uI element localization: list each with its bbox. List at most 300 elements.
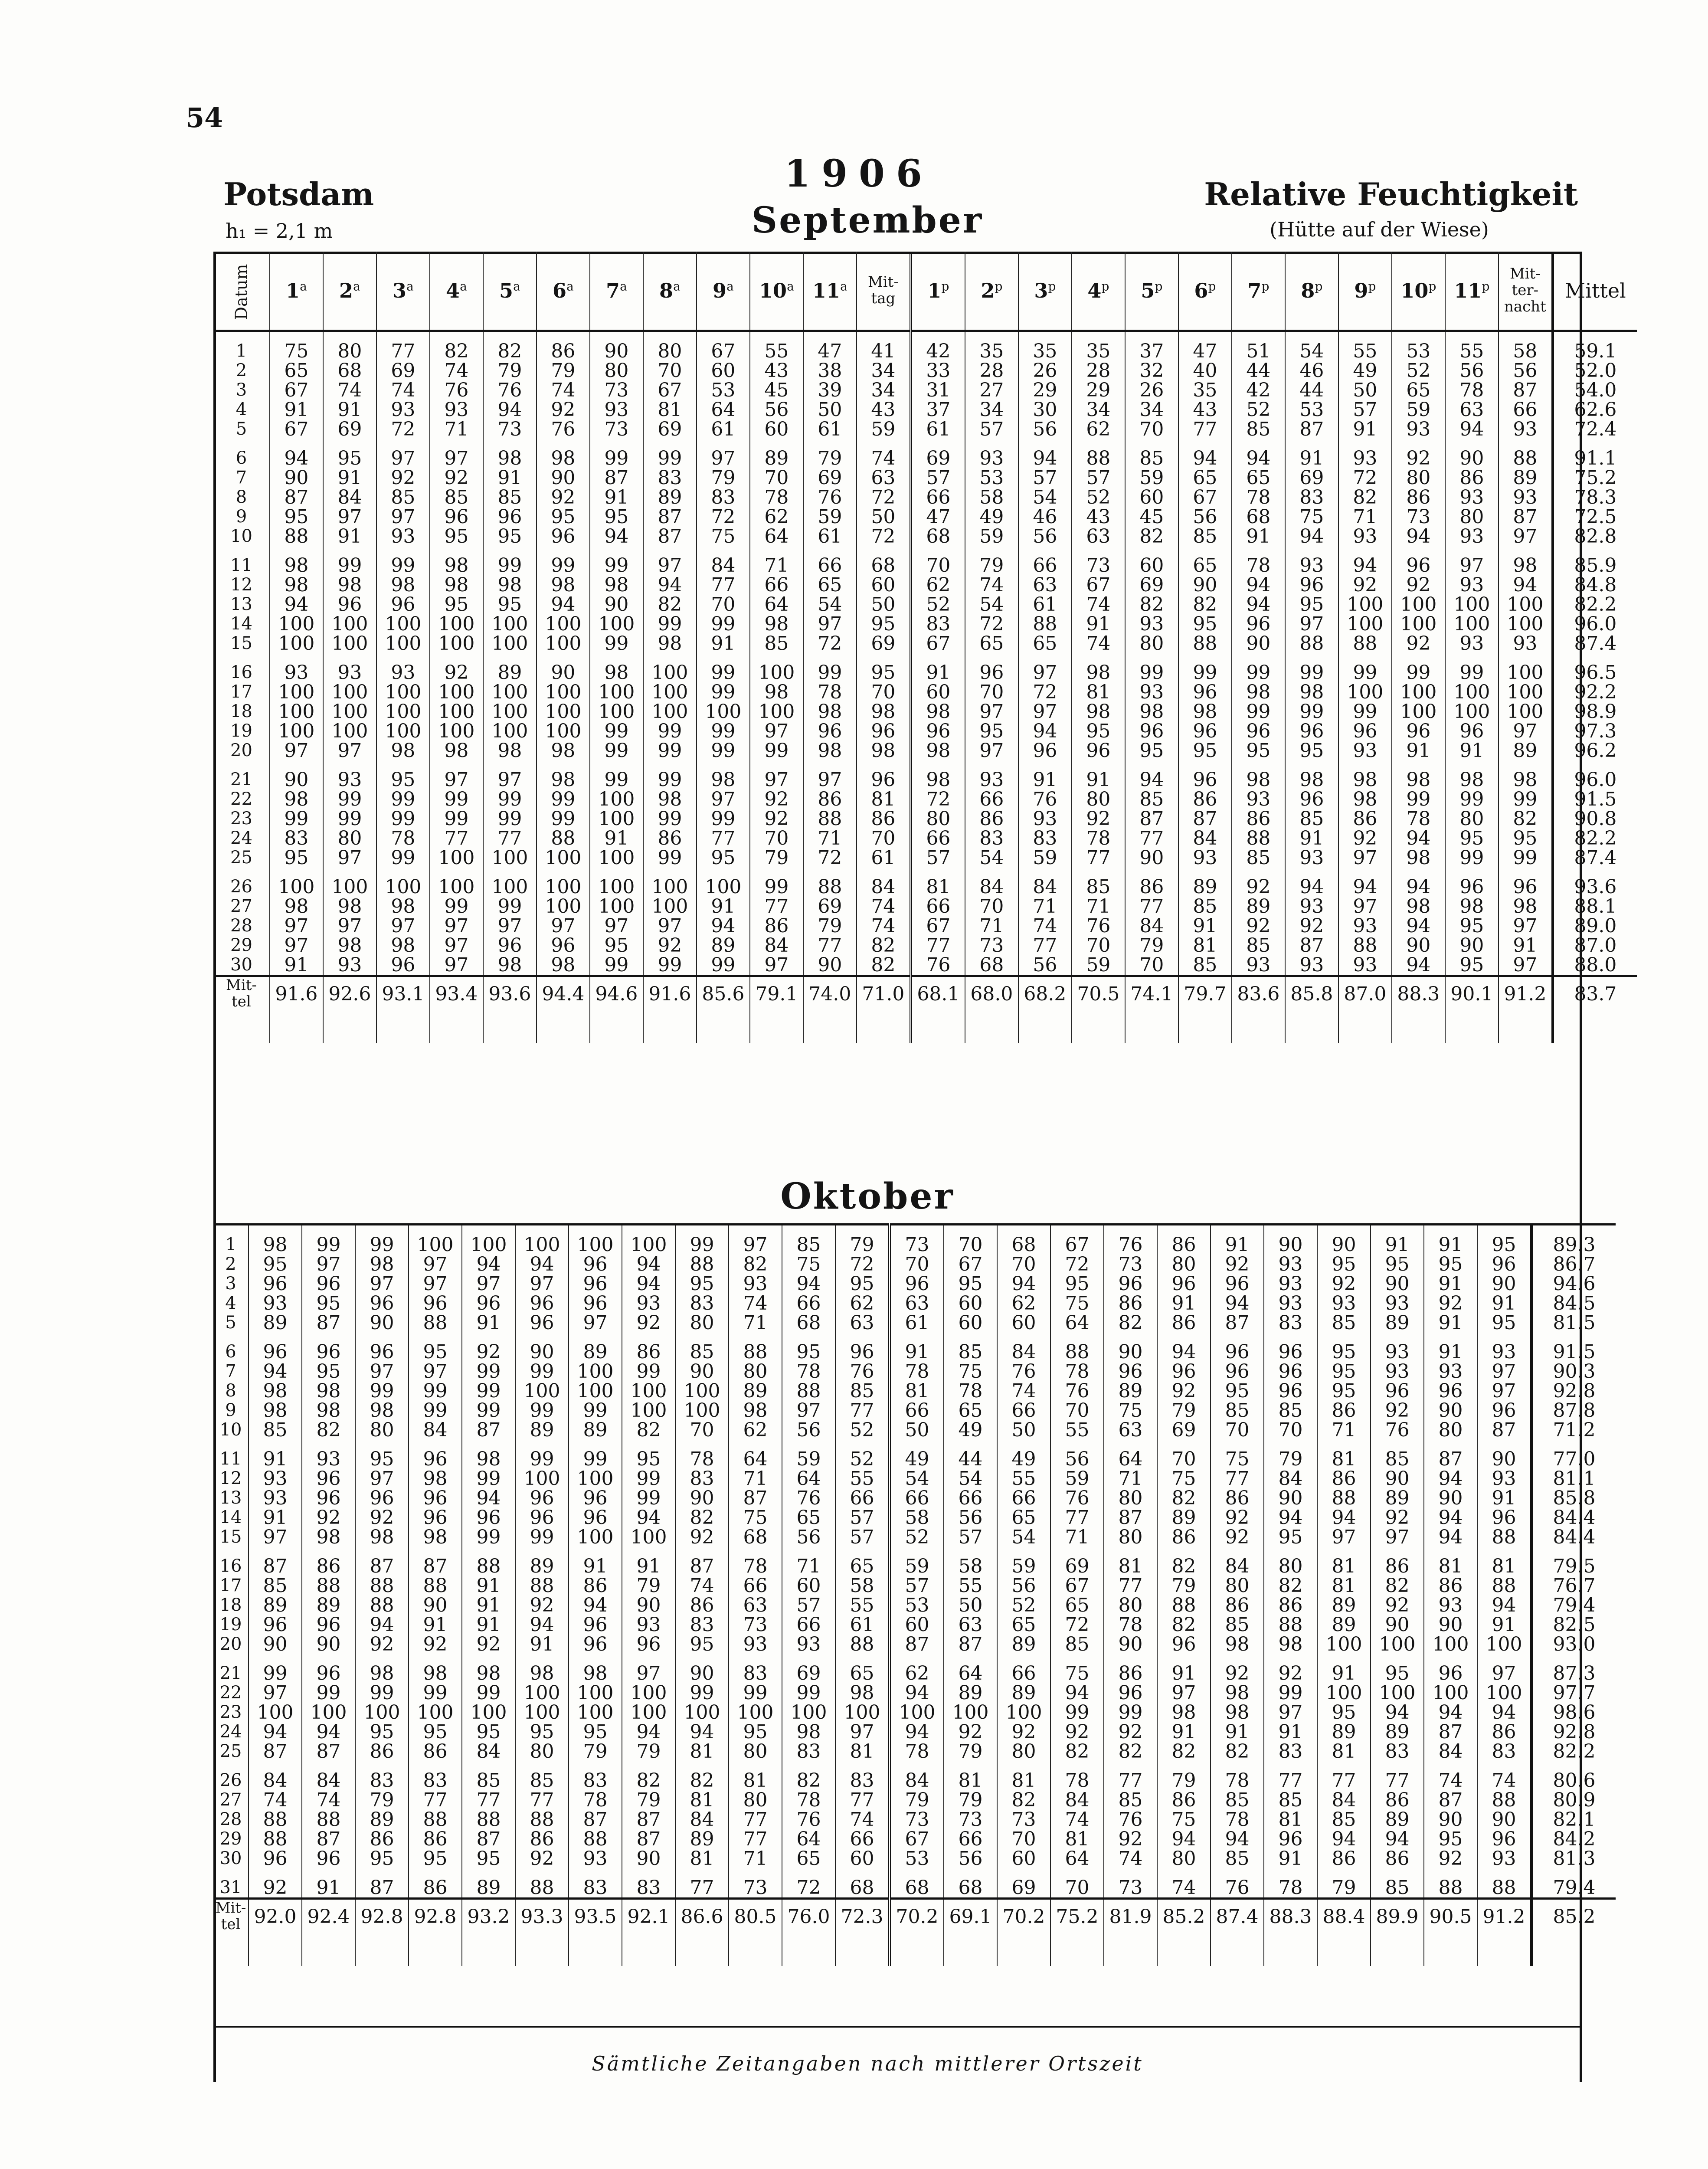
gap-cell xyxy=(302,1761,355,1771)
humidity-cell: 94 xyxy=(1392,527,1445,546)
humidity-cell: 56 xyxy=(944,1849,997,1868)
humidity-cell: 98 xyxy=(409,1527,462,1547)
gap-cell xyxy=(1317,1547,1371,1556)
humidity-cell: 65 xyxy=(1392,380,1445,400)
daily-mean-cell: 91.5 xyxy=(1553,790,1637,809)
humidity-cell: 53 xyxy=(1392,341,1445,361)
gap-cell xyxy=(249,1547,302,1556)
humidity-cell: 97 xyxy=(515,1274,569,1294)
humidity-cell: 79 xyxy=(622,1742,675,1761)
humidity-cell: 76 xyxy=(782,1488,835,1508)
humidity-cell: 64 xyxy=(729,1449,782,1469)
header-hour-label xyxy=(1400,279,1436,302)
humidity-cell: 62 xyxy=(911,575,965,595)
humidity-cell: 79 xyxy=(803,916,857,936)
tail-cell xyxy=(911,1011,965,1043)
humidity-cell: 59 xyxy=(803,507,857,527)
humidity-cell: 28 xyxy=(965,361,1018,380)
humidity-cell: 95 xyxy=(1285,741,1338,760)
humidity-cell: 63 xyxy=(729,1596,782,1615)
gap-cell xyxy=(323,546,376,556)
humidity-cell: 99 xyxy=(1125,663,1178,682)
humidity-cell: 86 xyxy=(1371,1849,1424,1868)
humidity-cell: 100 xyxy=(355,1703,409,1722)
humidity-cell: 90 xyxy=(1424,1615,1477,1635)
humidity-cell: 93 xyxy=(1445,488,1499,507)
gap-cell xyxy=(1531,1547,1616,1556)
tail-cell xyxy=(675,1933,729,1966)
humidity-cell: 27 xyxy=(965,380,1018,400)
humidity-cell: 94 xyxy=(590,527,643,546)
humidity-cell: 37 xyxy=(1125,341,1178,361)
humidity-cell: 99 xyxy=(1232,663,1285,682)
humidity-cell: 100 xyxy=(590,790,643,809)
humidity-cell: 97 xyxy=(1018,702,1072,721)
humidity-cell: 100 xyxy=(569,1235,622,1255)
humidity-cell: 99 xyxy=(355,1235,409,1255)
humidity-cell: 60 xyxy=(750,419,803,439)
humidity-cell: 60 xyxy=(890,1615,944,1635)
humidity-cell: 60 xyxy=(1125,488,1178,507)
humidity-cell: 100 xyxy=(622,1527,675,1547)
humidity-cell: 75 xyxy=(1104,1401,1157,1420)
daily-mean-cell: 80.9 xyxy=(1531,1790,1616,1810)
daily-mean-cell: 98.9 xyxy=(1553,702,1637,721)
humidity-cell: 90 xyxy=(270,770,323,790)
humidity-cell: 90 xyxy=(675,1362,729,1381)
humidity-cell: 99 xyxy=(729,1683,782,1703)
humidity-cell: 59 xyxy=(1050,1469,1104,1488)
humidity-cell: 83 xyxy=(965,829,1018,848)
humidity-cell: 77 xyxy=(697,575,750,595)
humidity-cell: 96 xyxy=(1477,1508,1531,1527)
humidity-cell: 90 xyxy=(1232,634,1285,653)
date-cell: 22 xyxy=(219,1683,242,1703)
humidity-cell: 82 xyxy=(782,1771,835,1790)
humidity-cell: 91 xyxy=(1445,741,1499,760)
gap-cell xyxy=(1499,868,1553,877)
gap-cell xyxy=(1371,1761,1424,1771)
humidity-cell: 91 xyxy=(1477,1615,1531,1635)
humidity-cell: 77 xyxy=(1178,419,1232,439)
row-gap xyxy=(213,1654,1616,1664)
gap-cell xyxy=(590,546,643,556)
humidity-cell: 100 xyxy=(590,614,643,634)
humidity-cell: 94 xyxy=(1157,1829,1211,1849)
humidity-cell: 66 xyxy=(782,1294,835,1313)
humidity-cell: 58 xyxy=(890,1508,944,1527)
humidity-cell: 95 xyxy=(1424,1829,1477,1849)
humidity-cell: 80 xyxy=(1445,507,1499,527)
humidity-cell: 97 xyxy=(782,1401,835,1420)
gap-cell xyxy=(302,1868,355,1878)
hourly-mean-cell: 92.6 xyxy=(323,976,376,1011)
humidity-cell: 99 xyxy=(323,790,376,809)
humidity-cell: 44 xyxy=(1285,380,1338,400)
gap-cell xyxy=(409,1547,462,1556)
gap-cell xyxy=(1050,1654,1104,1664)
humidity-cell: 65 xyxy=(1050,1596,1104,1615)
humidity-cell: 82 xyxy=(1104,1742,1157,1761)
humidity-cell: 97 xyxy=(750,955,803,976)
humidity-cell: 86 xyxy=(1317,1849,1371,1868)
humidity-cell: 55 xyxy=(835,1469,890,1488)
tail-cell xyxy=(213,1933,249,1966)
humidity-cell: 100 xyxy=(697,702,750,721)
humidity-cell: 74 xyxy=(1104,1849,1157,1868)
hourly-mean-cell: 93.3 xyxy=(515,1899,569,1934)
humidity-cell: 100 xyxy=(1338,595,1392,614)
date-cell: 28 xyxy=(230,916,252,936)
humidity-cell: 83 xyxy=(569,1771,622,1790)
humidity-cell: 61 xyxy=(803,419,857,439)
humidity-cell: 82 xyxy=(1157,1615,1211,1635)
humidity-cell: 86 xyxy=(965,809,1018,829)
humidity-cell: 97 xyxy=(803,770,857,790)
humidity-cell: 62 xyxy=(835,1294,890,1313)
humidity-cell: 76 xyxy=(1104,1235,1157,1255)
humidity-cell: 96 xyxy=(569,1615,622,1635)
gap-cell xyxy=(483,868,537,877)
date-cell: 2 xyxy=(225,1255,236,1274)
tail-cell xyxy=(890,1933,944,1966)
humidity-cell: 95 xyxy=(944,1274,997,1294)
gap-cell xyxy=(1553,439,1637,449)
humidity-cell: 52 xyxy=(835,1420,890,1440)
gap-cell xyxy=(1104,1333,1157,1342)
humidity-cell: 83 xyxy=(675,1469,729,1488)
date-cell: 19 xyxy=(230,721,252,741)
hourly-mean-cell: 94.4 xyxy=(537,976,590,1011)
header-hour xyxy=(643,252,697,331)
humidity-cell: 95 xyxy=(1371,1255,1424,1274)
humidity-cell: 72 xyxy=(965,614,1018,634)
humidity-cell: 98 xyxy=(376,575,430,595)
gap-cell xyxy=(750,653,803,663)
humidity-cell: 81 xyxy=(1317,1742,1371,1761)
humidity-cell: 83 xyxy=(1264,1742,1317,1761)
gap-cell xyxy=(890,1654,944,1664)
gap-cell xyxy=(1211,1225,1264,1235)
humidity-cell: 80 xyxy=(643,341,697,361)
humidity-cell: 99 xyxy=(1050,1703,1104,1722)
gap-cell xyxy=(622,1333,675,1342)
humidity-cell: 94 xyxy=(270,595,323,614)
daily-mean-cell: 84.5 xyxy=(1531,1294,1616,1313)
header-hour xyxy=(1072,252,1125,331)
humidity-cell: 61 xyxy=(911,419,965,439)
humidity-cell: 98 xyxy=(355,1527,409,1547)
humidity-cell: 93 xyxy=(1392,419,1445,439)
humidity-cell: 94 xyxy=(1338,877,1392,897)
gap-cell xyxy=(1157,1761,1211,1771)
humidity-cell: 96 xyxy=(355,1342,409,1362)
header-hour-suffix: p xyxy=(1261,279,1270,294)
humidity-cell: 54 xyxy=(965,848,1018,868)
header-hour-label: Mit- ter- nacht xyxy=(1504,265,1546,315)
hourly-mean-cell: 92.0 xyxy=(249,1899,302,1934)
humidity-cell: 100 xyxy=(622,1381,675,1401)
tail-cell xyxy=(1499,1011,1553,1043)
gap-cell xyxy=(997,1333,1050,1342)
humidity-cell: 74 xyxy=(323,380,376,400)
humidity-cell: 88 xyxy=(462,1556,515,1576)
humidity-cell: 93 xyxy=(1285,897,1338,916)
humidity-cell: 87 xyxy=(622,1829,675,1849)
humidity-cell: 93 xyxy=(965,449,1018,468)
humidity-cell: 85 xyxy=(1232,848,1285,868)
humidity-cell: 28 xyxy=(1072,361,1125,380)
humidity-cell: 90 xyxy=(1424,1488,1477,1508)
humidity-cell: 98 xyxy=(590,663,643,682)
humidity-cell: 97 xyxy=(1264,1703,1317,1722)
header-hour-suffix: p xyxy=(1155,279,1163,294)
gap-cell xyxy=(302,1333,355,1342)
humidity-cell: 69 xyxy=(857,634,911,653)
humidity-cell: 93 xyxy=(1371,1362,1424,1381)
hourly-mean-cell: 88.3 xyxy=(1264,1899,1317,1934)
humidity-cell: 100 xyxy=(622,1683,675,1703)
humidity-cell: 61 xyxy=(803,527,857,546)
humidity-cell: 76 xyxy=(1018,790,1072,809)
daily-mean-cell: 91.1 xyxy=(1553,449,1637,468)
table-row xyxy=(213,507,1637,527)
gap-cell xyxy=(515,1761,569,1771)
humidity-cell: 78 xyxy=(569,1790,622,1810)
gap-cell xyxy=(1424,1225,1477,1235)
humidity-cell: 30 xyxy=(1018,400,1072,419)
date-cell: 23 xyxy=(219,1703,242,1722)
humidity-cell: 70 xyxy=(643,361,697,380)
gap-cell xyxy=(1018,760,1072,770)
humidity-cell: 91 xyxy=(1477,1294,1531,1313)
humidity-cell: 98 xyxy=(1178,702,1232,721)
humidity-cell: 88 xyxy=(537,829,590,848)
humidity-cell: 100 xyxy=(537,614,590,634)
daily-mean-cell: 90.3 xyxy=(1531,1362,1616,1381)
table-row xyxy=(213,1742,1616,1761)
humidity-cell: 90 xyxy=(622,1596,675,1615)
humidity-cell: 96 xyxy=(430,507,483,527)
humidity-cell: 56 xyxy=(1018,419,1072,439)
humidity-cell: 95 xyxy=(483,595,537,614)
humidity-cell: 70 xyxy=(965,682,1018,702)
gap-cell xyxy=(1072,439,1125,449)
humidity-cell: 77 xyxy=(1317,1771,1371,1790)
gap-cell xyxy=(965,331,1018,342)
humidity-cell: 90 xyxy=(1264,1488,1317,1508)
daily-mean-cell: 77.0 xyxy=(1531,1449,1616,1469)
table-row xyxy=(213,595,1637,614)
humidity-cell: 86 xyxy=(355,1742,409,1761)
humidity-cell: 85 xyxy=(1317,1313,1371,1333)
gap-cell xyxy=(515,1547,569,1556)
hourly-mean-cell: 70.5 xyxy=(1072,976,1125,1011)
humidity-cell: 99 xyxy=(643,614,697,634)
humidity-cell: 99 xyxy=(643,449,697,468)
date-cell: 3 xyxy=(236,380,247,400)
humidity-cell: 64 xyxy=(782,1469,835,1488)
gap-cell xyxy=(1499,653,1553,663)
gap-cell xyxy=(750,868,803,877)
humidity-cell: 97 xyxy=(323,741,376,760)
humidity-cell: 95 xyxy=(569,1722,622,1742)
humidity-cell: 97 xyxy=(249,1683,302,1703)
humidity-cell: 100 xyxy=(997,1703,1050,1722)
humidity-cell: 86 xyxy=(1445,468,1499,488)
date-cell: 7 xyxy=(225,1362,236,1381)
humidity-cell: 98 xyxy=(249,1381,302,1401)
humidity-cell: 42 xyxy=(911,341,965,361)
gap-cell xyxy=(537,546,590,556)
gap-cell xyxy=(1285,546,1338,556)
humidity-cell: 92 xyxy=(1392,575,1445,595)
gap-cell xyxy=(1157,1440,1211,1449)
humidity-cell: 95 xyxy=(323,449,376,468)
humidity-cell: 96 xyxy=(1424,1664,1477,1683)
header-hour-suffix: p xyxy=(1315,279,1323,294)
humidity-cell: 93 xyxy=(270,663,323,682)
humidity-cell: 97 xyxy=(965,702,1018,721)
humidity-cell: 65 xyxy=(1178,556,1232,575)
humidity-cell: 66 xyxy=(803,556,857,575)
humidity-cell: 95 xyxy=(1317,1703,1371,1722)
humidity-cell: 91 xyxy=(697,897,750,916)
humidity-cell: 57 xyxy=(835,1527,890,1547)
humidity-cell: 43 xyxy=(857,400,911,419)
humidity-cell: 97 xyxy=(1499,721,1553,741)
humidity-cell: 82 xyxy=(1157,1556,1211,1576)
header-hour xyxy=(270,252,323,331)
oktober-table xyxy=(213,1223,1616,1966)
humidity-cell: 99 xyxy=(537,790,590,809)
humidity-cell: 91 xyxy=(1232,527,1285,546)
gap-cell xyxy=(1338,868,1392,877)
humidity-cell: 96 xyxy=(249,1615,302,1635)
daily-mean-cell: 86.7 xyxy=(1531,1255,1616,1274)
humidity-cell: 72 xyxy=(835,1255,890,1274)
gap-cell xyxy=(890,1761,944,1771)
daily-mean-cell: 62.6 xyxy=(1553,400,1637,419)
humidity-cell: 87 xyxy=(890,1635,944,1654)
daily-mean-cell: 88.1 xyxy=(1553,897,1637,916)
tail-cell xyxy=(1424,1933,1477,1966)
hourly-mean-cell: 80.5 xyxy=(729,1899,782,1934)
humidity-cell: 100 xyxy=(483,877,537,897)
gap-cell xyxy=(515,1225,569,1235)
tail-cell xyxy=(355,1933,409,1966)
hourly-mean-cell: 68.0 xyxy=(965,976,1018,1011)
humidity-cell: 87 xyxy=(1211,1313,1264,1333)
humidity-cell: 98 xyxy=(537,449,590,468)
humidity-cell: 82 xyxy=(675,1771,729,1790)
humidity-cell: 80 xyxy=(1104,1596,1157,1615)
humidity-cell: 93 xyxy=(622,1294,675,1313)
header-hour xyxy=(750,252,803,331)
row-gap xyxy=(213,1333,1616,1342)
gap-cell xyxy=(1104,1654,1157,1664)
humidity-cell: 91 xyxy=(323,468,376,488)
table-row xyxy=(213,955,1637,976)
humidity-cell: 69 xyxy=(782,1664,835,1683)
humidity-cell: 99 xyxy=(462,1469,515,1488)
header-hour-suffix: p xyxy=(1101,279,1109,294)
humidity-cell: 89 xyxy=(355,1810,409,1829)
date-cell: 17 xyxy=(219,1576,242,1596)
humidity-cell: 82 xyxy=(622,1420,675,1440)
humidity-cell: 63 xyxy=(1445,400,1499,419)
humidity-cell: 87 xyxy=(643,527,697,546)
humidity-cell: 98 xyxy=(782,1722,835,1742)
table-row xyxy=(213,575,1637,595)
humidity-cell: 64 xyxy=(750,595,803,614)
humidity-cell: 87 xyxy=(1499,507,1553,527)
humidity-cell: 78 xyxy=(782,1362,835,1381)
date-cell: 14 xyxy=(219,1508,242,1527)
humidity-cell: 88 xyxy=(1317,1488,1371,1508)
date-cell: 30 xyxy=(219,1849,242,1868)
humidity-cell: 96 xyxy=(1264,1362,1317,1381)
humidity-cell: 89 xyxy=(997,1635,1050,1654)
humidity-cell: 85 xyxy=(462,1771,515,1790)
humidity-cell: 90 xyxy=(1371,1274,1424,1294)
humidity-cell: 87 xyxy=(622,1810,675,1829)
gap-cell xyxy=(409,1333,462,1342)
humidity-cell: 99 xyxy=(643,770,697,790)
humidity-cell: 95 xyxy=(729,1722,782,1742)
humidity-cell: 83 xyxy=(1371,1742,1424,1761)
humidity-cell: 51 xyxy=(1232,341,1285,361)
hourly-mean-cell: 93.1 xyxy=(376,976,430,1011)
humidity-cell: 96 xyxy=(1477,1401,1531,1420)
gap-cell xyxy=(1211,1547,1264,1556)
humidity-cell: 98 xyxy=(1392,770,1445,790)
date-cell: 17 xyxy=(230,682,252,702)
humidity-cell: 80 xyxy=(729,1362,782,1381)
gap-cell xyxy=(835,1654,890,1664)
header-hour-number: 2 xyxy=(981,279,995,302)
humidity-cell: 99 xyxy=(430,897,483,916)
header-hour-label xyxy=(927,279,949,302)
humidity-cell: 65 xyxy=(835,1556,890,1576)
humidity-cell: 96 xyxy=(569,1635,622,1654)
humidity-cell: 95 xyxy=(270,507,323,527)
humidity-cell: 91 xyxy=(1211,1235,1264,1255)
gap-cell xyxy=(1232,439,1285,449)
row-gap xyxy=(213,1547,1616,1556)
header-hour-label xyxy=(1354,279,1376,302)
humidity-cell: 84 xyxy=(1018,877,1072,897)
gap-cell xyxy=(835,1333,890,1342)
humidity-cell: 83 xyxy=(675,1294,729,1313)
humidity-cell: 77 xyxy=(729,1810,782,1829)
humidity-cell: 100 xyxy=(270,721,323,741)
humidity-cell: 89 xyxy=(1104,1381,1157,1401)
humidity-cell: 91 xyxy=(1264,1849,1317,1868)
table-frame-bottom xyxy=(213,2026,1582,2028)
humidity-cell: 56 xyxy=(1050,1449,1104,1469)
humidity-cell: 86 xyxy=(1371,1556,1424,1576)
gap-cell xyxy=(483,439,537,449)
humidity-cell: 94 xyxy=(1338,556,1392,575)
hourly-mean-cell: 92.1 xyxy=(622,1899,675,1934)
humidity-cell: 55 xyxy=(1445,341,1499,361)
humidity-cell: 100 xyxy=(515,1683,569,1703)
humidity-cell: 76 xyxy=(1371,1420,1424,1440)
humidity-cell: 80 xyxy=(1392,468,1445,488)
humidity-cell: 53 xyxy=(697,380,750,400)
humidity-cell: 64 xyxy=(944,1664,997,1683)
